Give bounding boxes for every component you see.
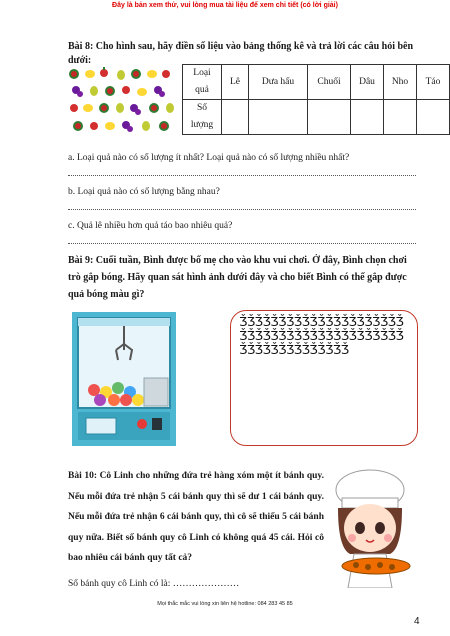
row-header-count: Số lượng: [183, 100, 222, 135]
bai8-question-b: b. Loại quả nào có số lượng bằng nhau?: [68, 187, 220, 197]
answer-line[interactable]: [68, 174, 416, 176]
col-nho: Nho: [384, 65, 417, 100]
speech-text: ǮǮǮǮǮǮǮǮǮǮǮǮǮǮǮǮǮǮǮǮǮǮǮǮǮǮǮǮǮǮǮǮǮǮǮǮǮǮǮǮǮǮǮǮǮǮǮǮǮǮǮǮǮǮǮǮ: [239, 314, 404, 357]
bai8-question-c: c. Quả lê nhiều hơn quả táo bao nhiêu quả?: [68, 221, 233, 231]
answer-line[interactable]: [68, 208, 416, 210]
count-cell[interactable]: [308, 100, 351, 135]
bai10-title: Bài 10: Cô Linh cho những đứa trẻ hàng xóm một ít bánh quy. Nếu mỗi đứa trẻ nhận 5 cái bánh quy thì sẽ dư 1 cái bánh quy. Nếu mỗi đứa trẻ nhận 6 cái bánh quy, thì cô sẽ thiếu 5 cái bánh quy nữa. Biết số bánh quy cô Linh có không quá 45 cái. Hỏi cô bao nhiêu cái bánh quy tất cả?: [68, 471, 324, 563]
count-cell[interactable]: [249, 100, 308, 135]
statistics-table: [182, 64, 450, 135]
col-dau: Dâu: [351, 65, 384, 100]
claw-machine-illustration: [72, 312, 176, 446]
bai9-title: Bài 9: Cuối tuần, Bình được bố mẹ cho vào khu vui chơi. Ở đây, Bình chọn chơi trò gắp bóng. Hãy quan sát hình ảnh dưới đây và cho biết Bình có thể gắp được quả bóng màu gì?: [68, 255, 407, 300]
count-cell[interactable]: [222, 100, 249, 135]
table-row: [183, 65, 450, 100]
preview-banner: Đây là bản xem thử, vui lòng mua tài liệu để xem chi tiết (có lời giải): [112, 2, 338, 9]
row-header-type: Loại quả: [183, 65, 222, 100]
col-le: Lê: [222, 65, 249, 100]
col-tao: Táo: [417, 65, 450, 100]
fruit-illustration: [66, 66, 178, 138]
claw-machine-icon: [72, 312, 176, 446]
col-dua-hau: Dưa hấu: [249, 65, 308, 100]
answer-line[interactable]: [68, 242, 416, 244]
col-chuoi: Chuối: [308, 65, 351, 100]
bai10-answer-line[interactable]: Số bánh quy cô Linh có là: …………………: [68, 579, 240, 589]
table-row: [183, 100, 450, 135]
bai8-question-a: a. Loại quả nào có số lượng ít nhất? Loại quả nào có số lượng nhiều nhất?: [68, 153, 350, 163]
count-cell[interactable]: [351, 100, 384, 135]
speech-bubble: [230, 310, 418, 446]
chef-girl-illustration: [320, 468, 422, 588]
count-cell[interactable]: [384, 100, 417, 135]
fruit-cluster-icon: [66, 66, 178, 138]
chef-girl-icon: [320, 468, 422, 588]
footer-hotline: Mọi thắc mắc vui lòng xin liên hệ hotline: 084 283 45 85: [157, 601, 293, 607]
count-cell[interactable]: [417, 100, 450, 135]
page-number: 4: [414, 616, 420, 627]
bai8-title: Bài 8: Cho hình sau, hãy điền số liệu vào bảng thống kê và trả lời các câu hỏi bên dưới:: [68, 41, 414, 66]
